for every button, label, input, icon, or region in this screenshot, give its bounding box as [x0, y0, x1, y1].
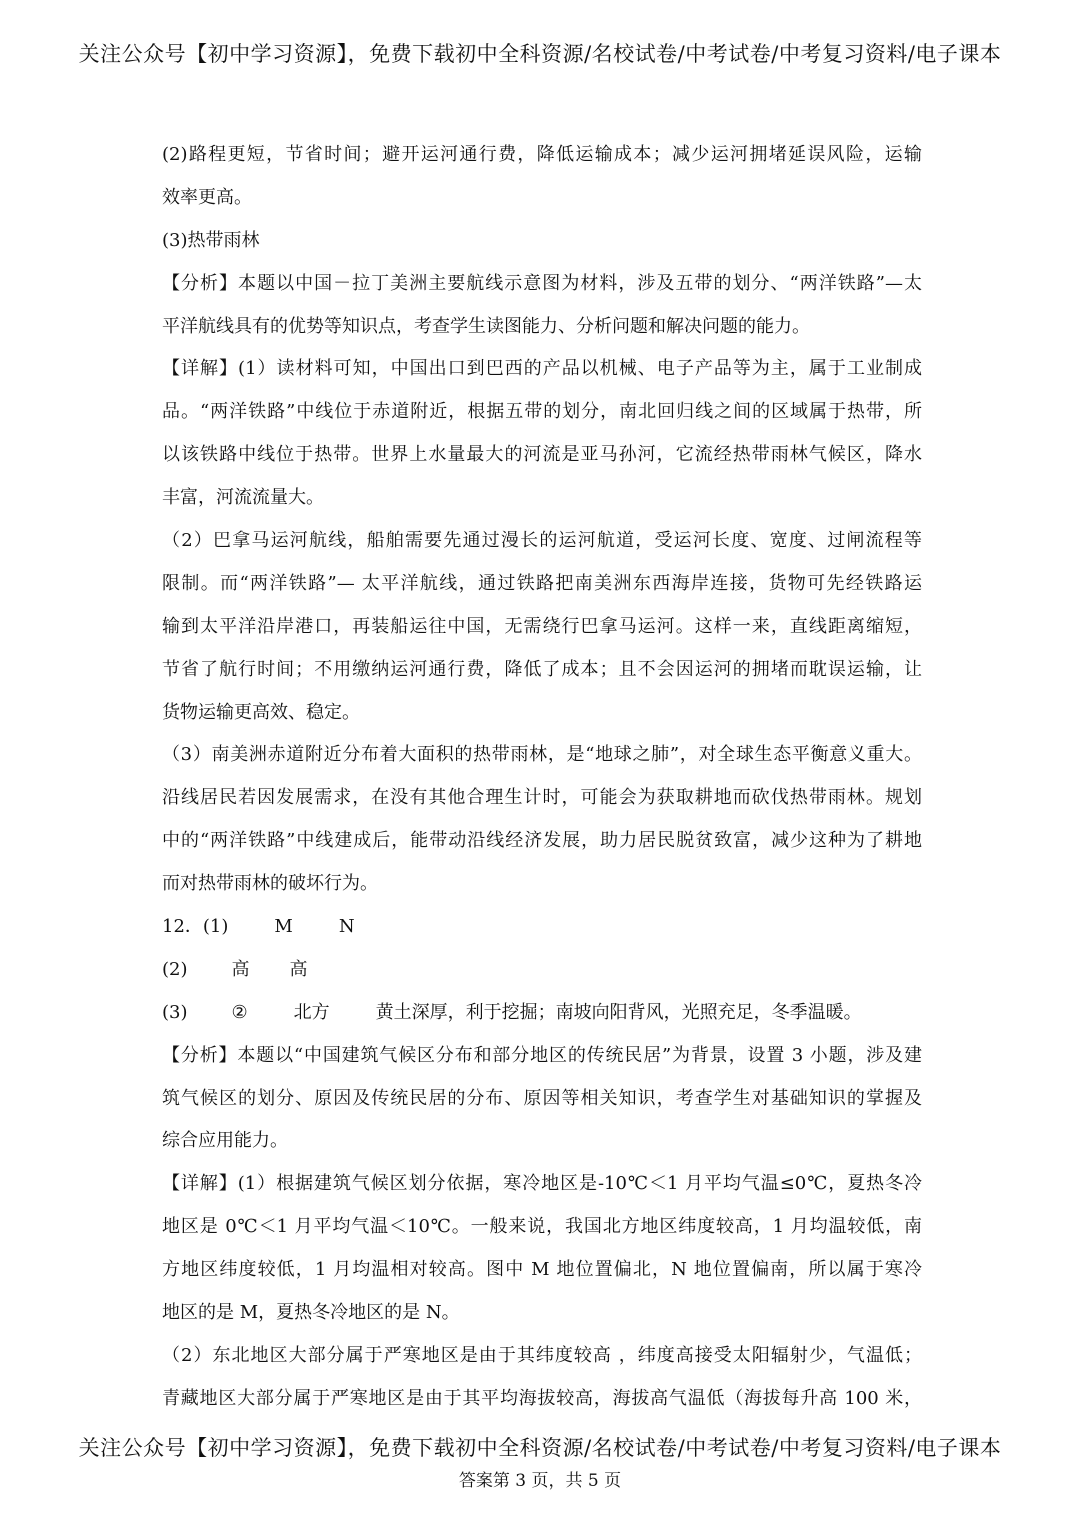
q12-part3-answer-2: 北方 [293, 1001, 330, 1023]
q12-part3-label: (3) [162, 1001, 188, 1023]
q12-part2-label: (2) [162, 958, 188, 980]
analysis-line: 综合应用能力。 [162, 1130, 288, 1152]
text-line: (3)热带雨林 [162, 229, 260, 251]
detail-line: 【详解】(1）根据建筑气候区划分依据，寒冷地区是-10℃＜1 月平均气温≤0℃，夏热冬冷 [162, 1173, 922, 1195]
q12-part2-answer-2: 高 [289, 958, 308, 980]
q12-part3-answer-1: ② [231, 1001, 248, 1023]
detail-line: 沿线居民若因发展需求，在没有其他合理生计时，可能会为获取耕地而砍伐热带雨林。规划 [162, 787, 922, 809]
footer-banner: 关注公众号【初中学习资源】，免费下载初中全科资源/名校试卷/中考试卷/中考复习资料/电子课本 [78, 1436, 1002, 1460]
detail-line: 方地区纬度较低，1 月均温相对较高。图中 M 地位置偏北，N 地位置偏南，所以属于寒冷 [162, 1259, 922, 1281]
analysis-line: 【分析】本题以中国－拉丁美洲主要航线示意图为材料，涉及五带的划分、“两洋铁路”—太 [162, 272, 922, 294]
header-banner: 关注公众号【初中学习资源】，免费下载初中全科资源/名校试卷/中考试卷/中考复习资料/电子课本 [78, 42, 1002, 66]
detail-line: （3）南美洲赤道附近分布着大面积的热带雨林，是“地球之肺”，对全球生态平衡意义重大。 [162, 744, 922, 766]
q12-answer-m: M [274, 916, 293, 938]
detail-line: （2）东北地区大部分属于严寒地区是由于其纬度较高 ，纬度高接受太阳辐射少，气温低； [162, 1344, 922, 1366]
detail-line: 地区的是 M，夏热冬冷地区的是 N。 [162, 1302, 460, 1324]
analysis-line: 平洋航线具有的优势等知识点，考查学生读图能力、分析问题和解决问题的能力。 [162, 315, 810, 337]
text-line: 效率更高。 [162, 186, 252, 208]
q12-answer-1 [162, 906, 922, 949]
detail-line: 而对热带雨林的破坏行为。 [162, 873, 378, 895]
detail-line: 输到太平洋沿岸港口，再装船运往中国，无需绕行巴拿马运河。这样一来，直线距离缩短， [162, 615, 922, 637]
detail-line: 限制。而“两洋铁路”— 太平洋航线，通过铁路把南美洲东西海岸连接，货物可先经铁路运 [162, 572, 922, 594]
answer-body [162, 134, 922, 1421]
analysis-line: 【分析】本题以“中国建筑气候区分布和部分地区的传统民居”为背景，设置 3 小题，涉及建 [162, 1044, 922, 1066]
detail-line: 货物运输更高效、稳定。 [162, 701, 360, 723]
detail-line: 丰富，河流流量大。 [162, 487, 324, 509]
q12-part3-answer-3: 黄土深厚，利于挖掘；南坡向阳背风，光照充足，冬季温暖。 [375, 1001, 862, 1023]
q12-answer-2 [162, 949, 922, 992]
q12-part2-answer-1: 高 [231, 958, 250, 980]
detail-line: 节省了航行时间；不用缴纳运河通行费，降低了成本；且不会因运河的拥堵而耽误运输，让 [162, 658, 922, 680]
detail-line: （2）巴拿马运河航线，船舶需要先通过漫长的运河航道，受运河长度、宽度、过闸流程等 [162, 530, 922, 552]
q12-answer-3 [162, 992, 922, 1035]
detail-line: 【详解】(1）读材料可知，中国出口到巴西的产品以机械、电子产品等为主，属于工业制成 [162, 358, 922, 380]
detail-line: 青藏地区大部分属于严寒地区是由于其平均海拔较高，海拔高气温低（海拔每升高 100 米， [162, 1387, 922, 1409]
detail-line: 以该铁路中线位于热带。世界上水量最大的河流是亚马孙河，它流经热带雨林气候区，降水 [162, 444, 922, 466]
q12-answer-n: N [338, 916, 355, 938]
detail-line: 品。“两洋铁路”中线位于赤道附近，根据五带的划分，南北回归线之间的区域属于热带，所 [162, 401, 922, 423]
detail-line: 地区是 0℃＜1 月平均气温＜10℃。一般来说，我国北方地区纬度较高，1 月均温较低，南 [162, 1216, 922, 1238]
detail-line: 中的“两洋铁路”中线建成后，能带动沿线经济发展，助力居民脱贫致富，减少这种为了耕地 [162, 830, 922, 852]
analysis-line: 筑气候区的划分、原因及传统民居的分布、原因等相关知识，考查学生对基础知识的掌握及 [162, 1087, 922, 1109]
text-line: (2)路程更短，节省时间；避开运河通行费，降低运输成本；减少运河拥堵延误风险，运输 [162, 144, 922, 165]
page-number: 答案第 3 页，共 5 页 [458, 1471, 622, 1491]
q12-label: 12．(1) [162, 916, 229, 938]
